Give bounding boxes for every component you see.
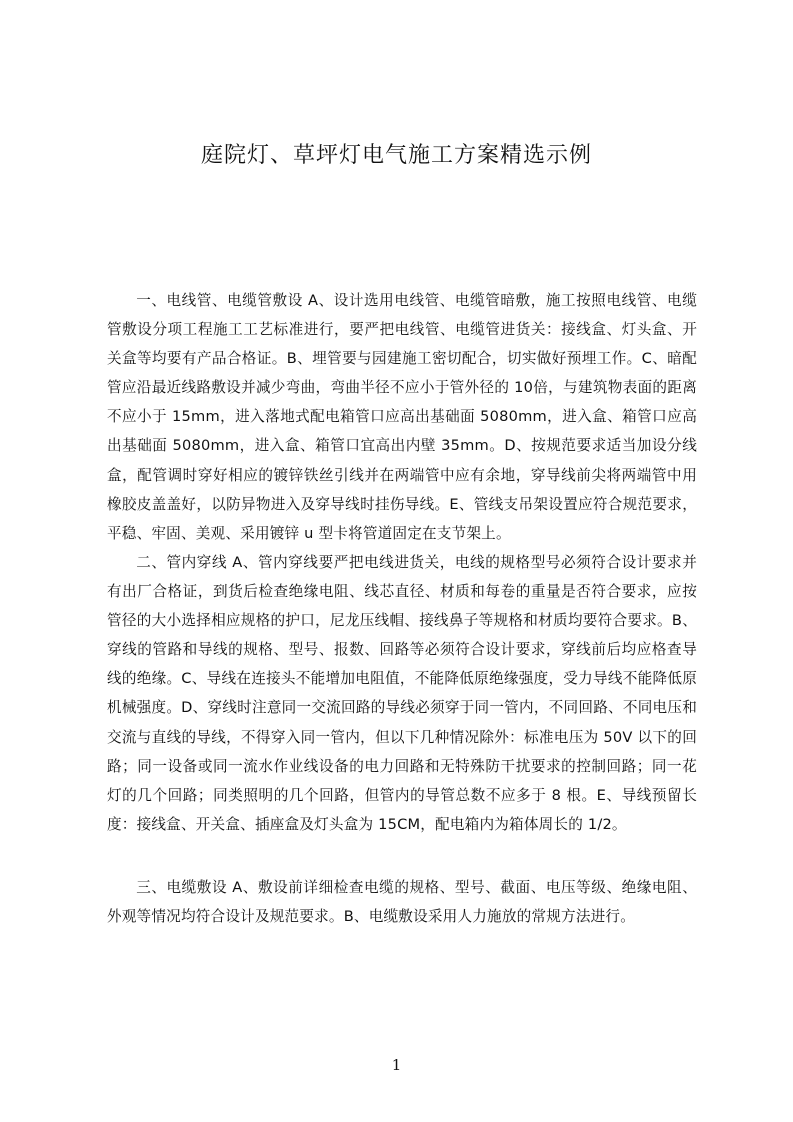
section-cable-laying: 三、电缆敷设 A、敷设前详细检查电缆的规格、型号、截面、电压等级、绝缘电阻、外观等情况均符合设计及规范要求。B、电缆敷设采用人力施放的常规方法进行。 <box>107 879 697 926</box>
page-number: 1 <box>391 1056 402 1074</box>
page-title: 庭院灯、草坪灯电气施工方案精选示例 <box>200 143 592 168</box>
section-electrical-conduit: 一、电线管、电缆管敷设 A、设计选用电线管、电缆管暗敷，施工按照电线管、电缆管敷设分项工程施工工艺标准进行，要严把电线管、电缆管进货关：接线盒、灯头盒、开关盒等均要有产品合格证。B、埋管要与园建施工密切配合，切实做好预埋工作。C、暗配管应沿最近线路敷设并减少弯曲，弯曲半径不应小于管外径的 10倍，与建筑物表面的距离不应小于 15mm，进入落地式配电箱管口应高出基础面 5080mm，进入盒、箱管口应高出基础面 5080mm，进入盒、箱管口宜高出内壁 35mm。D、按规范要求适当加设分线盒，配管调时穿好相应的镀锌铁丝引线并在两端管中应有余地，穿导线前尖将两端管中用橡胶皮盖盖好，以防异物进入及穿导线时挂伤导线。E、管线支吊架设置应符合规范要求，平稳、牢固、美观、采用镀锌 u 型卡将管道固定在支节架上。 <box>107 292 697 542</box>
section-wire-threading: 二、管内穿线 A、管内穿线要严把电线进货关，电线的规格型号必须符合设计要求并有出厂合格证，到货后检查绝缘电阻、线芯直径、材质和每卷的重量是否符合要求，应按管径的大小选择相应规格的护口，尼龙压线帽、接线鼻子等规格和材质均要符合要求。B、穿线的管路和导线的规格、型号、报数、回路等必须符合设计要求，穿线前后均应格查导线的绝缘。C、导线在连接头不能增加电阻值，不能降低原绝缘强度，受力导线不能降低原机械强度。D、穿线时注意同一交流回路的导线必须穿于同一管内，不同回路、不同电压和交流与直线的导线，不得穿入同一管内，但以下几种情况除外：标准电压为 50V 以下的回路；同一设备或同一流水作业线设备的电力回路和无特殊防干扰要求的控制回路；同一花灯的几个回路；同类照明的几个回路，但管内的导管总数不应多于 8 根。E、导线预留长度：接线盒、开关盒、插座盒及灯头盒为 15CM，配电箱内为箱体周长的 1/2。 <box>107 554 697 833</box>
